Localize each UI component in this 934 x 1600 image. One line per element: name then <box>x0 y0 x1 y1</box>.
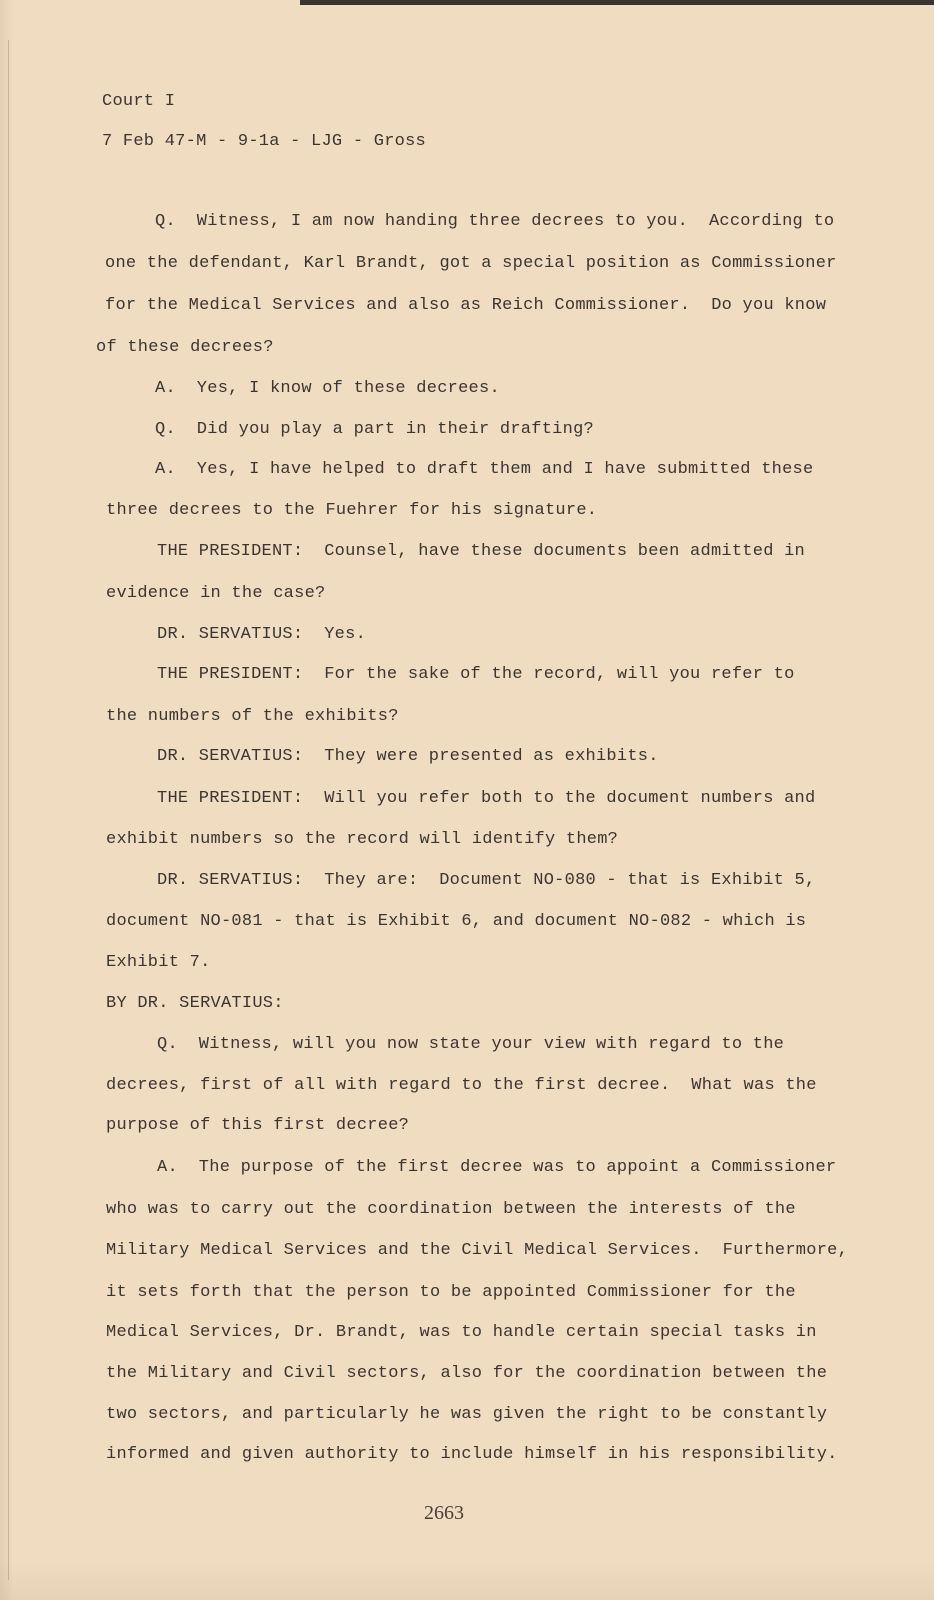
text-line: exhibit numbers so the record will identify them? <box>106 830 619 849</box>
header-session: 7 Feb 47-M - 9-1a - LJG - Gross <box>102 132 427 151</box>
text-line: Q. Witness, I am now handing three decrees to you. According to <box>155 212 835 231</box>
text-line: of these decrees? <box>96 338 274 357</box>
text-line: Q. Did you play a part in their drafting? <box>155 420 594 439</box>
text-line: Exhibit 7. <box>106 953 211 972</box>
text-line: one the defendant, Karl Brandt, got a special position as Commissioner <box>105 254 837 273</box>
text-line: Q. Witness, will you now state your view with regard to the <box>157 1035 785 1054</box>
text-line: A. The purpose of the first decree was to appoint a Commissioner <box>157 1158 837 1177</box>
text-line: DR. SERVATIUS: Yes. <box>157 625 367 644</box>
text-line: DR. SERVATIUS: They were presented as exhibits. <box>157 747 659 766</box>
text-line: decrees, first of all with regard to the first decree. What was the <box>106 1076 817 1095</box>
text-line: evidence in the case? <box>106 584 326 603</box>
text-line: three decrees to the Fuehrer for his signature. <box>106 501 598 520</box>
scan-top-edge <box>300 0 934 5</box>
text-line: BY DR. SERVATIUS: <box>106 994 284 1013</box>
text-line: A. Yes, I know of these decrees. <box>155 379 500 398</box>
text-line: Military Medical Services and the Civil Medical Services. Furthermore, <box>106 1241 849 1260</box>
scan-left-edge <box>8 40 9 1580</box>
page-number: 2663 <box>424 1502 464 1524</box>
text-line: DR. SERVATIUS: They are: Document NO-080 - that is Exhibit 5, <box>157 871 816 890</box>
text-line: it sets forth that the person to be appointed Commissioner for the <box>106 1283 796 1302</box>
text-line: the Military and Civil sectors, also for the coordination between the <box>106 1364 828 1383</box>
text-line: the numbers of the exhibits? <box>106 707 399 726</box>
header-court: Court I <box>102 92 176 111</box>
text-line: THE PRESIDENT: Counsel, have these documents been admitted in <box>157 542 806 561</box>
text-line: two sectors, and particularly he was given the right to be constantly <box>106 1405 828 1424</box>
text-line: informed and given authority to include himself in his responsibility. <box>106 1445 838 1464</box>
text-line: for the Medical Services and also as Reich Commissioner. Do you know <box>105 296 827 315</box>
text-line: THE PRESIDENT: Will you refer both to the document numbers and <box>157 789 816 808</box>
text-line: A. Yes, I have helped to draft them and I have submitted these <box>155 460 814 479</box>
text-line: purpose of this first decree? <box>106 1116 410 1135</box>
text-line: document NO-081 - that is Exhibit 6, and document NO-082 - which is <box>106 912 807 931</box>
text-line: Medical Services, Dr. Brandt, was to handle certain special tasks in <box>106 1323 817 1342</box>
text-line: who was to carry out the coordination between the interests of the <box>106 1200 796 1219</box>
text-line: THE PRESIDENT: For the sake of the record, will you refer to <box>157 665 795 684</box>
